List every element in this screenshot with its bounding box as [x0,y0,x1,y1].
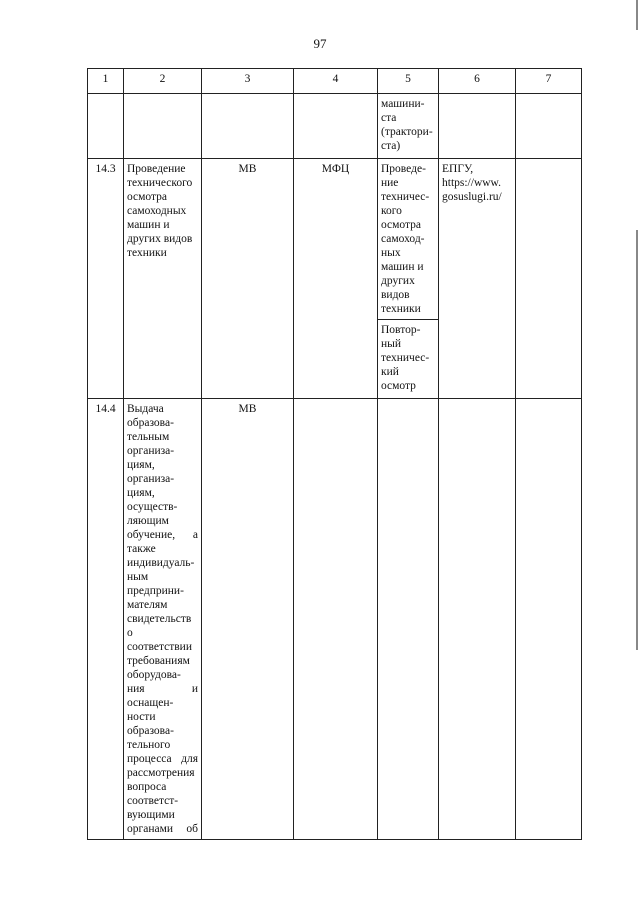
header-cell: 1 [88,69,124,94]
table-cell [516,159,582,399]
service-variant-cell: машини- ста (трактори- ста) [378,94,439,159]
header-cell: 3 [202,69,294,94]
header-cell: 6 [439,69,516,94]
table-cell [439,94,516,159]
table-header-row [88,69,582,94]
row-number: 14.3 [88,159,124,399]
table-cell [88,94,124,159]
authority-cell: МВ [202,399,294,840]
scan-edge-mark [636,0,638,30]
header-cell: 5 [378,69,439,94]
table-row-14-4 [88,399,582,840]
table-row-14-3 [88,159,582,320]
header-cell: 4 [294,69,378,94]
table-cell [294,399,378,840]
table-cell [294,94,378,159]
service-variant-cell: Повтор- ный техничес- кий осмотр [378,320,439,399]
service-variant-cell: Проведе- ние техничес- кого осмотра самоход- ных машин и других видов техники [378,159,439,320]
table-row-continuation [88,94,582,159]
header-cell: 2 [124,69,202,94]
service-name-cell: Выдача образова- тельным организа- циям, организа- циям, осуществ- ляющим обучение, а также индивидуаль- ным предприни- мателям свидетельств о соответствии требованиям оборудова- ния и оснащен- ности образова- тельного процесса для рассмотрения вопроса соответст- вующими органами об [124,399,202,840]
document-table [87,68,582,840]
portal-cell: ЕПГУ, https://www. gosuslugi.ru/ [439,159,516,399]
row-number: 14.4 [88,399,124,840]
service-name-cell: Проведение технического осмотра самоходных машин и других видов техники [124,159,202,399]
table-cell [439,399,516,840]
authority-cell: МВ [202,159,294,399]
table-cell [516,94,582,159]
scan-edge-mark [636,230,638,650]
table-cell [516,399,582,840]
table-cell [202,94,294,159]
page-number: 97 [313,36,327,51]
header-cell: 7 [516,69,582,94]
mfc-cell: МФЦ [294,159,378,399]
table-cell [124,94,202,159]
table-cell [378,399,439,840]
